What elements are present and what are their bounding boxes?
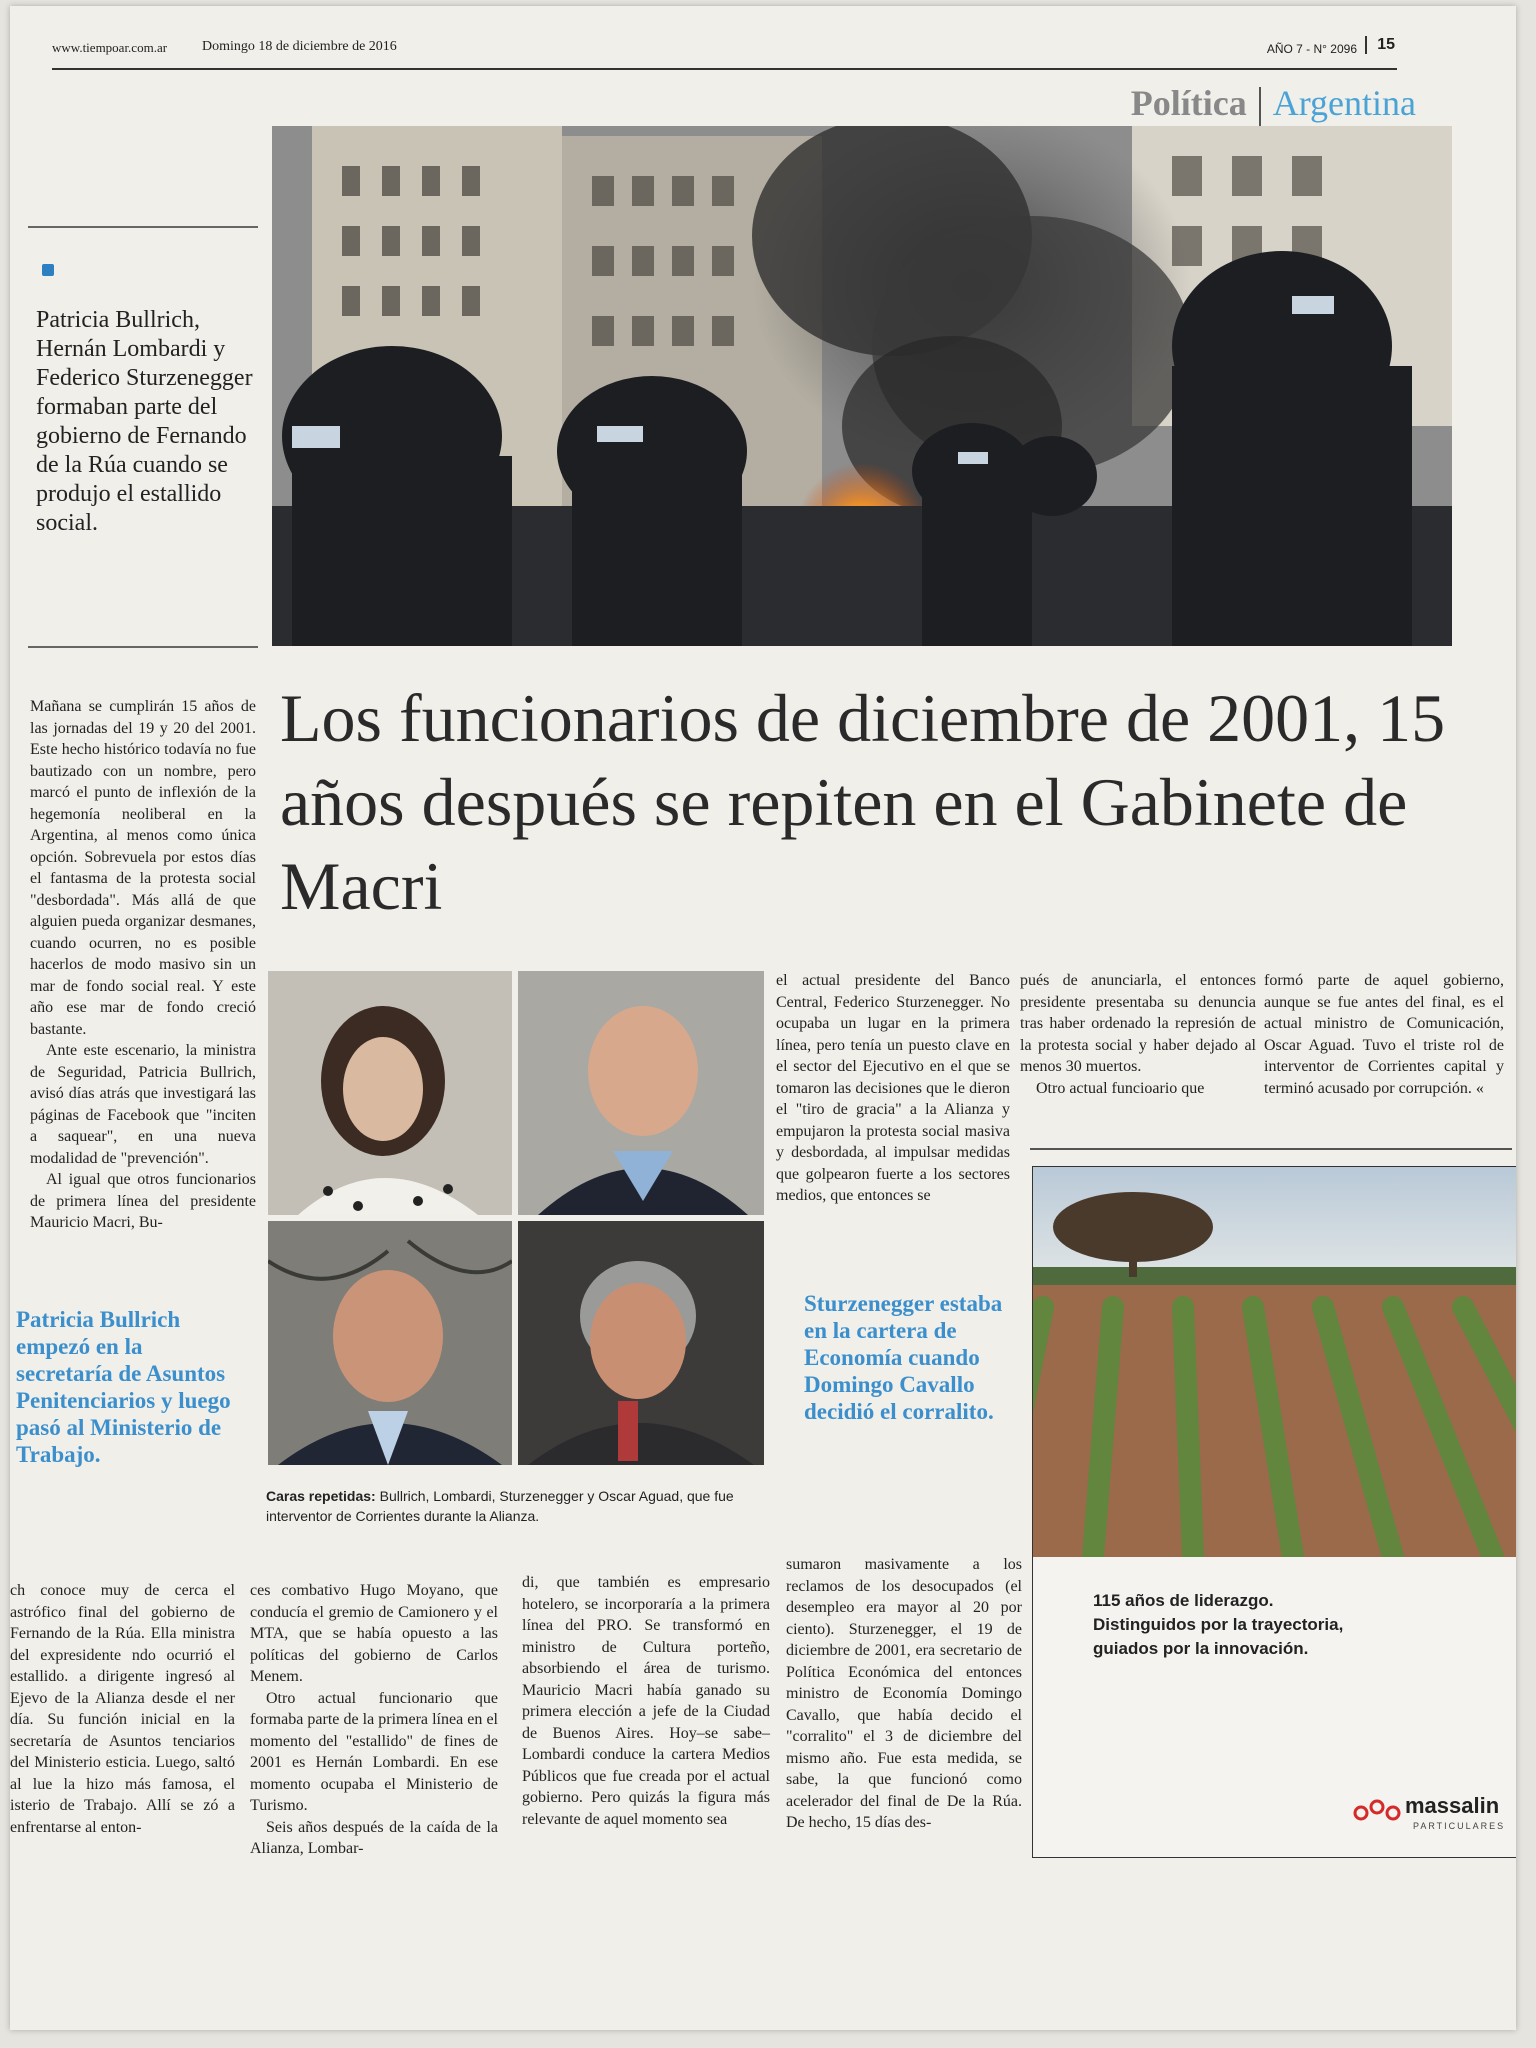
sidebar-pullquote: Patricia Bullrich, Hernán Lombardi y Federico Sturzenegger formaban parte del gobierno de Fernando de la Rúa cuando se produjo el estallido social. <box>36 307 253 536</box>
ad-line-3: guiados por la innovación. <box>1093 1639 1309 1658</box>
column-4-bottom <box>786 1554 1022 1834</box>
paragraph: el actual presidente del Banco Central, Federico Sturzenegger. No ocupaba un lugar en la primera línea, pero tenía un puesto clave en el sector del Ejecutivo en el que se tomaron las decisiones que le dieron el "tiro de gracia" a la Alianza y empujaron la protesta social masiva y desbordada, al impulsar medidas que golpearon fuerte a los sectores medios, que entonces se <box>776 972 1010 1204</box>
headline: Los funcionarios de diciembre de 2001, 15 años después se repiten en el Gabinete de Macri <box>280 680 1446 924</box>
column-3-bottom <box>522 1572 770 1830</box>
photo-sturzenegger <box>268 1221 512 1465</box>
paragraph: Al igual que otros funcionarios de primera línea del presidente Mauricio Macri, Bu- <box>30 1171 256 1231</box>
sidebar-rule-top <box>28 226 258 228</box>
paragraph: Ante este escenario, la ministra de Seguridad, Patricia Bullrich, avisó días atrás que investigará las páginas de Facebook que "inciten a saquear", en una nueva modalidad de "prevención". <box>30 1042 256 1167</box>
paragraph: ces combativo Hugo Moyano, que conducía el gremio de Camionero y el MTA, que se había opuesto a las políticas del gobierno de Carlos Menem. <box>250 1582 498 1685</box>
tobacco-field-photo <box>1033 1167 1516 1557</box>
column-4-top <box>1020 970 1256 1099</box>
massalin-advertisement <box>1032 1166 1516 1858</box>
sidebar-rule-bottom <box>28 646 258 648</box>
section-divider <box>1259 87 1261 127</box>
portrait-illustration <box>518 971 764 1215</box>
massalin-logo-icon <box>1353 1799 1409 1823</box>
portrait-illustration <box>518 1221 764 1465</box>
section-argentina: Argentina <box>1272 83 1416 123</box>
massalin-logo-sub: PARTICULARES <box>1413 1821 1506 1831</box>
photo-bullrich <box>268 971 512 1215</box>
photo-lombardi <box>518 971 764 1215</box>
photo-aguad <box>518 1221 764 1465</box>
field-illustration <box>1033 1167 1516 1557</box>
hero-photo-riot-police <box>272 126 1452 646</box>
ad-line-1: 115 años de liderazgo. <box>1093 1591 1274 1610</box>
header-url: www.tiempoar.com.ar <box>52 40 168 55</box>
paragraph: Otro actual funcionario que formaba parte de la primera línea en el momento del "estallido" de fines de 2001 es Hernán Lombardi. En ese momento ocupaba el Ministerio de Turismo. <box>250 1689 498 1814</box>
paragraph: pués de anunciarla, el entonces presidente presentaba su denuncia tras haber ordenado la represión de la protesta social y haber dejado al menos 30 muertos. <box>1020 972 1256 1075</box>
ad-rule <box>1030 1148 1512 1150</box>
paragraph: formó parte de aquel gobierno, aunque se fue antes del final, es el actual ministro de Comunicación, Oscar Aguad. Tuvo el triste rol de interventor de Corrientes capital y terminó acusado por corrupción. « <box>1264 972 1504 1097</box>
paragraph: ch conoce muy de cerca el astrófico final del gobierno de Fernando de la Rúa. Ella ministra del expresidente ndo ocurrió el estallido. a dirigente ingresó al Ejevo de la Alianza desde el ner día. Su función inicial en la secretaría de Asuntos tenciarios del Ministerio esticia. Luego, saltó al lue la hizo más famosa, el isterio de Trabajo. Allí se zó a enfrentarse al enton- <box>10 1582 235 1836</box>
header-date: Domingo 18 de diciembre de 2016 <box>202 39 397 54</box>
massalin-logo: massalin <box>1405 1793 1500 1818</box>
ad-slogan <box>1093 1589 1513 1661</box>
section-politica: Política <box>1130 83 1247 123</box>
checkbox-icon <box>42 264 54 276</box>
column-3-top <box>776 970 1010 1207</box>
paragraph: Otro actual funcioario que <box>1036 1079 1205 1097</box>
newspaper-page <box>10 6 1516 2030</box>
photo-caption <box>266 1486 766 1526</box>
portrait-illustration <box>268 1221 512 1465</box>
paragraph: Seis años después de la caída de la Alianza, Lombar- <box>250 1818 498 1857</box>
column-5-top <box>1264 970 1504 1099</box>
hero-photo-illustration <box>272 126 1452 646</box>
column-2-bottom <box>250 1580 498 1860</box>
photo-grid-officials <box>268 971 764 1465</box>
page-number: 15 <box>1365 36 1395 54</box>
paragraph: sumaron masivamente a los reclamos de los desocupados (el desempleo era mayor al 20 por ciento). Sturzenegger, el 19 de diciembre de 2001, era secretario de Política Económica del entonces ministro de Economía Domingo Cavallo, que había decido el "corralito" el 3 de diciembre del mismo año. Fue esta medida, se sabe, la que funcionó como acelerador del final de De la Rúa. De hecho, 15 días des- <box>786 1556 1022 1831</box>
column-1-bottom <box>10 1580 235 1838</box>
paragraph: Mañana se cumplirán 15 años de las jornadas del 19 y 20 del 2001. Este hecho histórico todavía no fue bautizado con un nombre, pero marcó el punto de inflexión de la hegemonía neoliberal en la Argentina, al menos como única opción. Sobrevuela por estos días el fantasma de la protesta social "desbordada". Más allá de que alguien pueda organizar desmanes, cuando ocurren, no es posible hacerlos de modo masivo sin un mar de fondo social real. Y este año ese mar de fondo creció bastante. <box>30 698 256 1038</box>
ad-line-2: Distinguidos por la trayectoria, <box>1093 1615 1344 1634</box>
page-header <box>52 28 1397 70</box>
column-1-top <box>30 696 256 1234</box>
caption-text: Bullrich, Lombardi, Sturzenegger y Oscar Aguad, que fue interventor de Corrientes durante la Alianza. <box>266 1488 734 1524</box>
header-issue: AÑO 7 - N° 2096 <box>1266 42 1357 56</box>
portrait-illustration <box>268 971 512 1215</box>
pullquote-bullrich: Patricia Bullrich empezó en la secretaría de Asuntos Penitenciarios y luego pasó al Ministerio de Trabajo. <box>16 1307 231 1467</box>
paragraph: di, que también es empresario hotelero, se incorporaría a la primera línea del PRO. Se transformó en ministro de Cultura porteño, absorbiendo el área de turismo. Mauricio Macri había ganado su primera elección a jefe de la Ciudad de Buenos Aires. Hoy–se sabe– Lombardi conduce la cartera Medios Públicos que fue creada por el actual gobierno. Pero quizás la figura más relevante de aquel momento sea <box>522 1574 770 1828</box>
pullquote-sturzenegger: Sturzenegger estaba en la cartera de Economía cuando Domingo Cavallo decidió el corralito. <box>804 1291 1003 1424</box>
caption-lead: Caras repetidas: <box>266 1488 376 1504</box>
section-title <box>1131 82 1416 127</box>
